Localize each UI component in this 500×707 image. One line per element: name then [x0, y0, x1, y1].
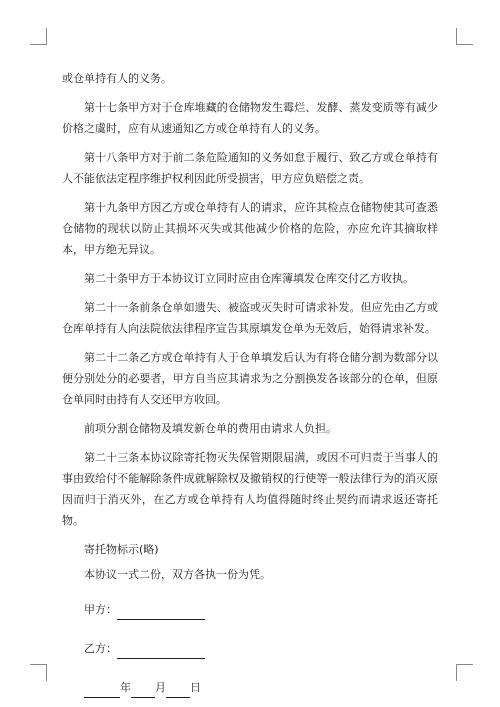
day-blank[interactable] — [166, 684, 190, 698]
paragraph: 第二十三条本协议除寄托物灭失保管期限届满，或因不可归责于当事人的事由致给付不能解除条件成就解除权及撤销权的行使等一般法律行为的消灭原因而归于消灭外，在乙方或仓单持有人均值得随时终止契约而请求返还寄托物。 — [62, 451, 438, 527]
paragraph: 第二十条甲方于本协议订立同时应由仓库簿填发仓库交付乙方收执。 — [84, 272, 414, 285]
party-a-blank[interactable] — [117, 606, 205, 620]
day-label: 日 — [190, 681, 201, 694]
party-a-label: 甲方： — [84, 603, 117, 616]
party-b-signature-line — [84, 638, 438, 659]
crop-mark-top-left — [30, 28, 47, 45]
crop-mark-bottom-left — [30, 664, 47, 681]
paragraph: 第十九条甲方因乙方或仓单持有人的请求，应许其检点仓储物使其可查悉仓储物的现状以防止其损坏灭失或其他减少价格的危险，亦应允许其摘取样本，甲方绝无异议。 — [62, 201, 438, 256]
paragraph: 或仓单持有人的义务。 — [62, 72, 172, 85]
date-line — [84, 677, 438, 698]
party-b-label: 乙方： — [84, 642, 117, 655]
paragraph: 第十七条甲方对于仓库堆藏的仓储物发生霉烂、发酵、蒸发变质等有减少价格之虞时，应有从速通知乙方或仓单持有人的义务。 — [62, 101, 438, 135]
month-blank[interactable] — [131, 684, 155, 698]
paragraph: 寄托物标示(略) — [84, 543, 159, 556]
paragraph: 第十八条甲方对于前二条危险通知的义务如怠于履行、致乙方或仓单持有人不能依法定程序维护权利因此所受损害，甲方应负赔偿之责。 — [62, 151, 438, 185]
document-body — [62, 68, 438, 698]
year-label: 年 — [120, 681, 131, 694]
party-b-blank[interactable] — [117, 645, 205, 659]
year-blank[interactable] — [84, 684, 120, 698]
crop-mark-bottom-right — [456, 664, 473, 681]
paragraph: 第二十一条前条仓单如遗失、被盗或灭失时可请求补发。但应先由乙方或仓库单持有人向法院依法律程序宣告其原填发仓单为无效后，始得请求补发。 — [62, 301, 438, 335]
paragraph: 第二十二条乙方或仓单持有人于仓单填发后认为有将仓储分割为数部分以便分别处分的必要者，甲方自当应其请求为之分割换发各该部分的仓单，但原仓单同时由持有人交还甲方收回。 — [62, 351, 438, 406]
month-label: 月 — [155, 681, 166, 694]
paragraph: 本协议一式二份，双方各执一份为凭。 — [84, 568, 271, 581]
party-a-signature-line — [84, 599, 438, 620]
crop-mark-top-right — [456, 28, 473, 45]
paragraph: 前项分割仓储物及填发新仓单的费用由请求人负担。 — [84, 422, 337, 435]
